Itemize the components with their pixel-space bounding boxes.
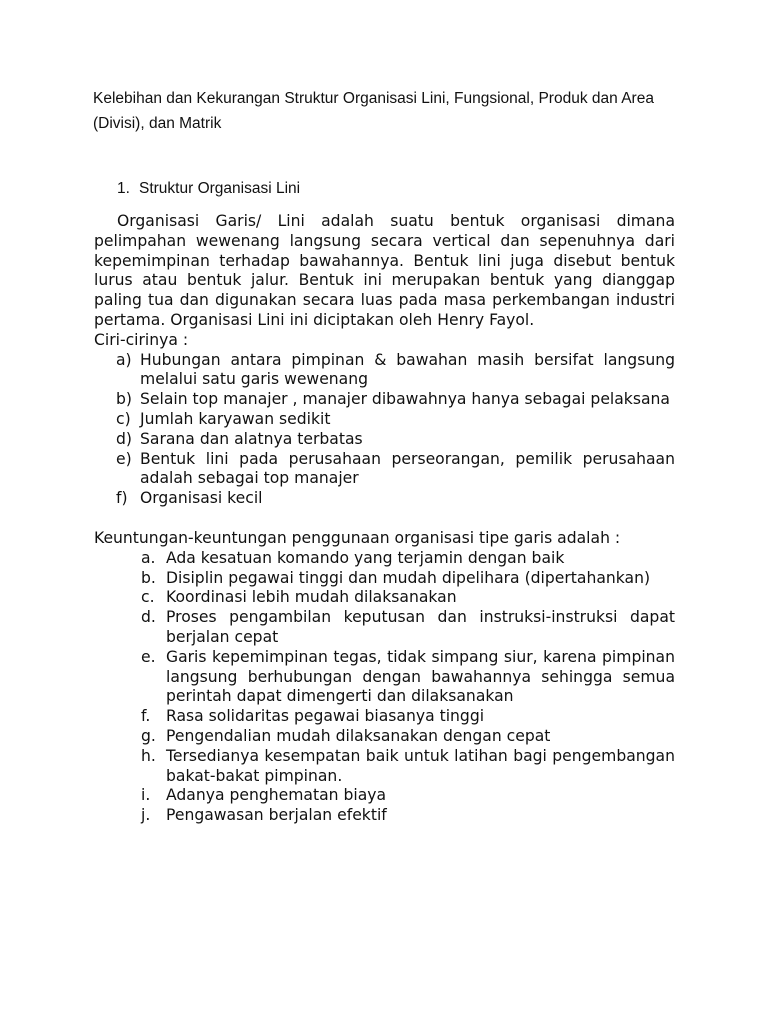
characteristics-label: Ciri-cirinya : xyxy=(94,330,189,349)
list-item-text: Pengendalian mudah dilaksanakan dengan cepat xyxy=(166,726,551,745)
list-marker: i. xyxy=(141,786,151,805)
list-item-text: Hubungan antara pimpinan & bawahan masih bersifat langsung melalui satu garis wewenang xyxy=(140,350,675,389)
list-item xyxy=(141,786,675,806)
list-marker: g. xyxy=(141,726,156,745)
list-item xyxy=(141,806,675,826)
list-item-text: Organisasi kecil xyxy=(140,489,263,508)
list-item xyxy=(141,608,675,648)
list-item xyxy=(141,588,675,608)
list-marker: f. xyxy=(141,707,151,726)
list-marker: d) xyxy=(116,429,132,448)
list-item-text: Selain top manajer , manajer dibawahnya hanya sebagai pelaksana xyxy=(140,390,670,409)
list-marker: f) xyxy=(116,489,128,508)
list-item xyxy=(116,450,675,490)
list-item xyxy=(116,489,675,509)
list-marker: b) xyxy=(116,390,132,409)
list-item xyxy=(116,351,675,391)
list-marker: e) xyxy=(116,449,132,468)
list-item xyxy=(141,549,675,569)
list-item-text: Proses pengambilan keputusan dan instruksi-instruksi dapat berjalan cepat xyxy=(166,608,675,646)
list-marker: b. xyxy=(141,568,156,587)
list-item-text: Sarana dan alatnya terbatas xyxy=(140,429,363,448)
list-item xyxy=(116,410,675,430)
list-item xyxy=(141,727,675,747)
list-item xyxy=(141,569,675,589)
list-marker: a) xyxy=(116,350,132,369)
section-body xyxy=(94,212,675,826)
list-item-text: Garis kepemimpinan tegas, tidak simpang siur, karena pimpinan langsung berhubungan dengan bawahannya sehingga semua perintah dapat dimengerti dan dilaksanakan xyxy=(166,647,675,706)
list-marker: h. xyxy=(141,746,156,765)
list-item-text: Tersedianya kesempatan baik untuk latihan bagi pengembangan bakat-bakat pimpinan. xyxy=(166,746,675,785)
list-item-text: Jumlah karyawan sedikit xyxy=(140,409,331,428)
spacer xyxy=(94,509,675,529)
list-item-text: Rasa solidaritas pegawai biasanya tinggi xyxy=(166,707,485,726)
list-item xyxy=(141,648,675,707)
list-item xyxy=(141,747,675,787)
advantages-intro: Keuntungan-keuntungan penggunaan organisasi tipe garis adalah : xyxy=(94,528,621,547)
list-item xyxy=(116,430,675,450)
advantages-list xyxy=(94,549,675,826)
list-item-text: Disiplin pegawai tinggi dan mudah dipelihara (dipertahankan) xyxy=(166,568,651,587)
section-heading-text: Struktur Organisasi Lini xyxy=(139,180,301,197)
section-number: 1. xyxy=(117,180,130,197)
intro-paragraph: Organisasi Garis/ Lini adalah suatu bentuk organisasi dimana pelimpahan wewenang langsung secara vertical dan sepenuhnya dari kepemimpinan terhadap bawahannya. Bentuk lini juga disebut bentuk lurus atau bentuk jalur. Bentuk ini merupakan bentuk yang dianggap paling tua dan digunakan secara luas pada masa perkembangan industri pertama. Organisasi Lini ini diciptakan oleh Henry Fayol. xyxy=(94,212,675,329)
section-heading xyxy=(117,178,300,200)
list-marker: c) xyxy=(116,409,131,428)
list-item-text: Pengawasan berjalan efektif xyxy=(166,806,387,825)
list-marker: c. xyxy=(141,588,155,607)
list-marker: e. xyxy=(141,647,156,666)
list-marker: d. xyxy=(141,608,156,627)
list-marker: a. xyxy=(141,548,156,567)
list-item-text: Bentuk lini pada perusahaan perseorangan, pemilik perusahaan adalah sebagai top manajer xyxy=(140,449,675,488)
list-item xyxy=(141,707,675,727)
list-marker: j. xyxy=(141,806,151,825)
list-item-text: Koordinasi lebih mudah dilaksanakan xyxy=(166,588,457,607)
characteristics-list xyxy=(94,351,675,509)
list-item-text: Ada kesatuan komando yang terjamin dengan baik xyxy=(166,548,565,567)
list-item xyxy=(116,390,675,410)
list-item-text: Adanya penghematan biaya xyxy=(166,786,387,805)
document-title: Kelebihan dan Kekurangan Struktur Organisasi Lini, Fungsional, Produk dan Area (Divisi), dan Matrik xyxy=(93,90,654,132)
